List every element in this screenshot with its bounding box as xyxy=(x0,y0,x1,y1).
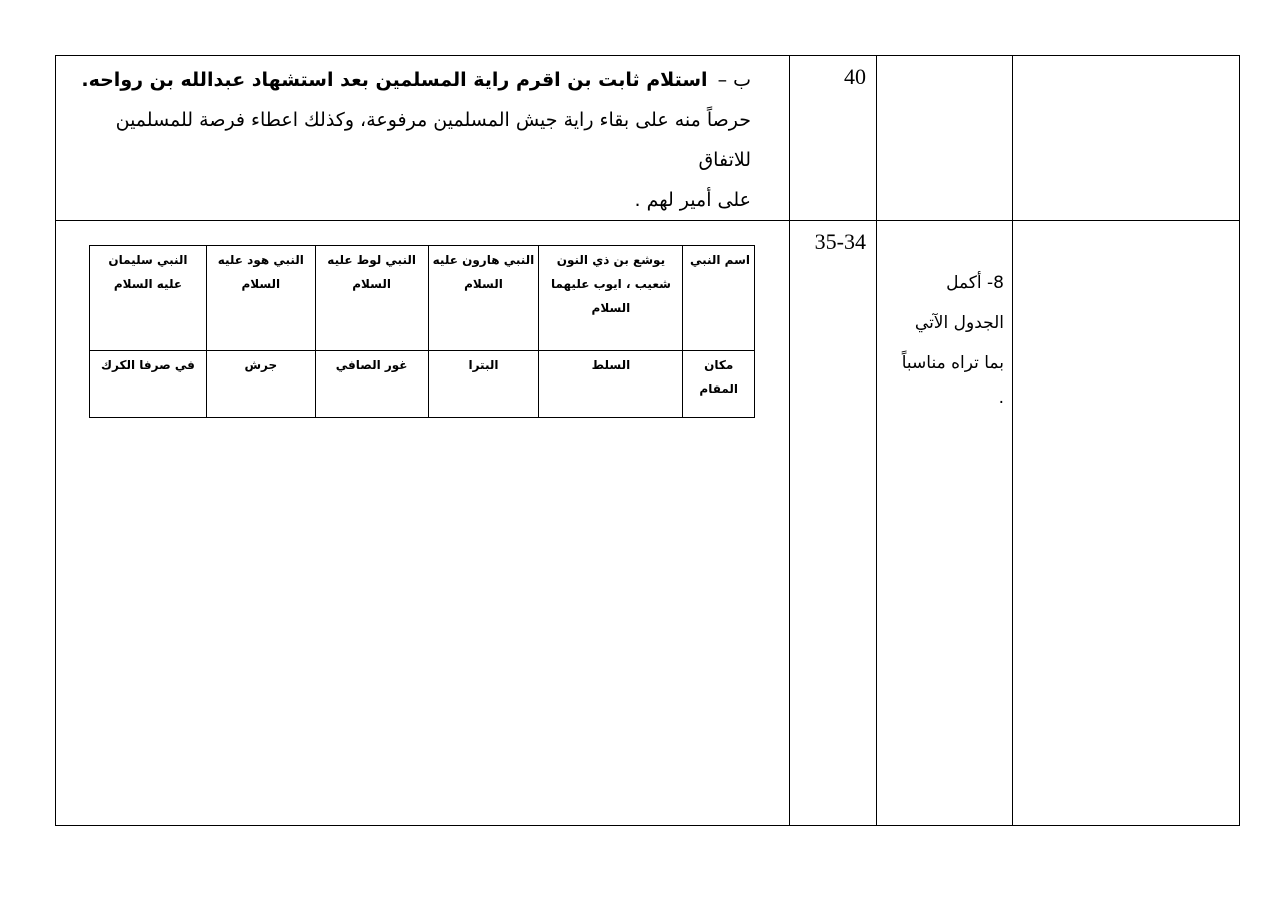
answer-headline-text: استلام ثابت بن اقرم راية المسلمين بعد استشهاد عبدالله بن رواحه. xyxy=(81,69,708,91)
question-text xyxy=(877,56,1012,98)
prophets-name-row xyxy=(90,246,755,351)
question-line-1: 8- أكمل xyxy=(946,273,1004,293)
page-number: 35-34 xyxy=(814,229,866,254)
place-cell: البترا xyxy=(428,351,539,418)
answer-cell xyxy=(56,221,790,826)
answer-headline xyxy=(78,60,751,100)
table-row xyxy=(56,56,1240,221)
place-label-cell: مكان المقام xyxy=(683,351,755,418)
prophet-cell: النبي هارون عليه السلام xyxy=(428,246,539,351)
prophets-place-row xyxy=(90,351,755,418)
question-line-2: الجدول الآتي xyxy=(914,313,1004,333)
question-line-4: . xyxy=(998,388,1004,408)
marks-cell xyxy=(1013,221,1240,826)
place-cell: السلط xyxy=(539,351,683,418)
page-number-cell xyxy=(790,56,877,221)
answer-line-1: حرصاً منه على بقاء راية جيش المسلمين مرفوعة، وكذلك اعطاء فرصة للمسلمين للاتفاق xyxy=(115,109,751,171)
table-row xyxy=(56,221,1240,826)
prophet-cell: النبي سليمان عليه السلام xyxy=(90,246,207,351)
question-cell xyxy=(877,221,1013,826)
prophets-table-wrap xyxy=(56,221,789,418)
answer-letter: ب – xyxy=(717,69,751,91)
page-number-cell xyxy=(790,221,877,826)
prophets-table xyxy=(89,245,755,418)
page-number: 40 xyxy=(844,64,866,89)
header-label-cell: اسم النبي xyxy=(683,246,755,351)
place-cell: في صرفا الكرك xyxy=(90,351,207,418)
answer-cell xyxy=(56,56,790,221)
marks-cell xyxy=(1013,56,1240,221)
question-line-3: بما تراه مناسباً xyxy=(901,353,1004,373)
prophet-cell: يوشع بن ذي النون شعيب ، ايوب عليهما السلام xyxy=(539,246,683,351)
answer-line-2: على أمير لهم . xyxy=(634,189,751,211)
question-cell xyxy=(877,56,1013,221)
prophet-cell: النبي هود عليه السلام xyxy=(206,246,315,351)
place-cell: جرش xyxy=(206,351,315,418)
place-cell: غور الصافي xyxy=(315,351,428,418)
prophet-cell: النبي لوط عليه السلام xyxy=(315,246,428,351)
answer-block xyxy=(56,56,789,220)
question-text xyxy=(877,221,1012,413)
answer-key-table xyxy=(55,55,1240,826)
